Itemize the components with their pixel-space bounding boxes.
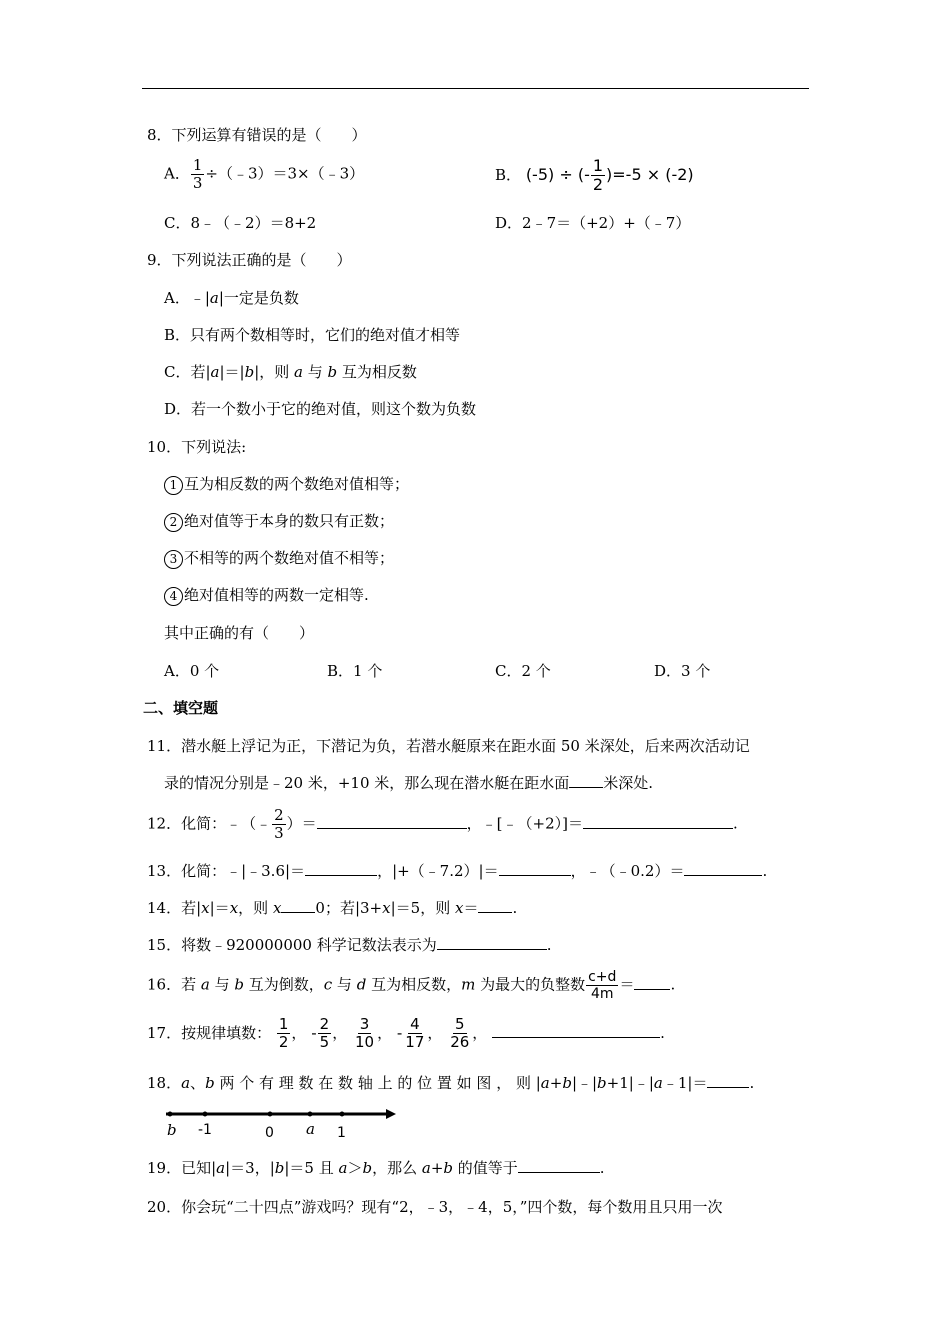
q10-item-1: 1 互为相反数的两个数绝对值相等； — [164, 473, 409, 495]
q10-option-b: B．1 个 — [327, 662, 383, 680]
fraction: $\frac{5}{26}$ — [450, 1015, 470, 1051]
q10-item-4: 4 绝对值相等的两数一定相等. — [164, 584, 369, 606]
q10-option-c: C．2 个 — [495, 662, 551, 680]
header-rule — [142, 88, 809, 89]
q9-stem: 9．下列说法正确的是（ ） — [147, 251, 352, 269]
q8-option-b: B． (-5) ÷ (- $\frac{1}{2}$ )=-5 × (-2) — [495, 156, 694, 194]
q10-item-3: 3 不相等的两个数绝对值不相等； — [164, 547, 394, 569]
fraction: $\frac{1}{3}$ — [192, 156, 203, 192]
label-b: b — [167, 1121, 177, 1139]
fraction: $\frac{2}{3}$ — [274, 806, 284, 842]
answer-blank[interactable] — [281, 912, 315, 913]
answer-blank[interactable] — [478, 912, 512, 913]
fraction: $\frac{1}{2}$ — [592, 156, 604, 194]
q15: 15．将数﹣920000000 科学记数法表示为 . — [147, 936, 552, 954]
answer-blank[interactable] — [317, 828, 467, 829]
arrow-right-icon — [386, 1109, 396, 1119]
q8-option-d: D．2﹣7＝（+2）+（﹣7） — [495, 214, 691, 232]
q8-option-c: C．8﹣（﹣2）＝8+2 — [164, 214, 317, 232]
tick-point — [203, 1112, 208, 1117]
answer-blank[interactable] — [634, 989, 670, 990]
q11-line2: 录的情况分别是﹣20 米，+10 米，那么现在潜水艇在距水面 米深处. — [164, 774, 654, 792]
q10-option-d: D．3 个 — [654, 662, 711, 680]
q12: 12．化简：﹣（﹣ $\frac{2}{3}$ ）＝ ，﹣[﹣（+2）]＝ . — [147, 806, 738, 842]
answer-blank[interactable] — [569, 787, 603, 788]
q14: 14．若|x|＝x，则 x 0；若|3+x|＝5，则 x＝ . — [147, 899, 518, 917]
q10-item-2: 2 绝对值等于本身的数只有正数； — [164, 510, 394, 532]
circled-number: 2 — [164, 513, 183, 532]
label-zero: 0 — [265, 1125, 274, 1141]
answer-blank[interactable] — [499, 875, 571, 876]
fraction: $\frac{3}{10}$ — [354, 1015, 375, 1051]
circled-number: 1 — [164, 476, 183, 495]
answer-blank[interactable] — [305, 875, 377, 876]
label-one: 1 — [337, 1125, 346, 1141]
q9-option-d: D．若一个数小于它的绝对值，则这个数为负数 — [164, 400, 477, 418]
q10-stem: 10．下列说法: — [147, 438, 247, 456]
q9-option-a: A．﹣|a|一定是负数 — [164, 289, 299, 307]
q11-line1: 11．潜水艇上浮记为正，下潜记为负，若潜水艇原来在距水面 50 米深处，后来两次活动记 — [147, 737, 750, 755]
tick-point — [268, 1112, 273, 1117]
label-minus-one: -1 — [198, 1122, 212, 1138]
q10-option-a: A．0 个 — [164, 662, 220, 680]
fraction: $\frac{c+d}{4m}$ — [588, 969, 617, 1002]
fraction: $\frac{1}{2}$ — [278, 1015, 289, 1051]
answer-blank[interactable] — [583, 828, 733, 829]
circled-number: 4 — [164, 587, 183, 606]
tick-point — [308, 1112, 313, 1117]
section-title-fill-in: 二、填空题 — [143, 699, 219, 717]
q19: 19．已知|a|＝3，|b|＝5 且 a＞b，那么 a+b 的值等于 . — [147, 1159, 605, 1177]
answer-blank[interactable] — [684, 875, 762, 876]
fraction: $\frac{2}{5}$ — [319, 1015, 330, 1051]
answer-blank[interactable] — [492, 1037, 660, 1038]
q8-stem: 8．下列运算有错误的是（ ） — [147, 126, 367, 144]
q9-option-c: C．若|a|＝|b|，则 a 与 b 互为相反数 — [164, 363, 417, 381]
q8-option-a: A． $\frac{1}{3}$ ÷（﹣3）＝3×（﹣3） — [164, 156, 365, 192]
circled-number: 3 — [164, 550, 183, 569]
answer-blank[interactable] — [707, 1087, 749, 1088]
q16: 16．若 a 与 b 互为倒数，c 与 d 互为相反数，m 为最大的负整数 $\frac{c+d}{4m}$ ＝ . — [147, 969, 676, 1002]
q9-option-b: B．只有两个数相等时，它们的绝对值才相等 — [164, 326, 461, 344]
tick-point — [168, 1112, 173, 1117]
label-a: a — [306, 1120, 315, 1138]
answer-blank[interactable] — [437, 949, 547, 950]
answer-blank[interactable] — [518, 1172, 600, 1173]
q17: 17．按规律填数： $\frac{1}{2}$ ， - $\frac{2}{5}$ ， $\frac{3}{10}$ ， - $\frac{4}{17}$ ， $\frac{5}{26}$ ， . — [147, 1015, 665, 1051]
q20: 20．你会玩“二十四点”游戏吗？现有“2，﹣3，﹣4，5，”四个数，每个数用且只用一次 — [147, 1198, 723, 1216]
q13: 13．化简：﹣|﹣3.6|＝ ，|+（﹣7.2）|＝ ，﹣（﹣0.2）＝ . — [147, 862, 768, 880]
tick-point — [340, 1112, 345, 1117]
q10-tail: 其中正确的有（ ） — [164, 624, 315, 642]
q18: 18．a、b 两 个 有 理 数 在 数 轴 上 的 位 置 如 图 ， 则 |a+b|﹣|b+1|﹣|a﹣1|＝ . — [147, 1074, 755, 1092]
fraction: $\frac{4}{17}$ — [405, 1015, 425, 1051]
number-line-figure — [160, 1104, 400, 1144]
